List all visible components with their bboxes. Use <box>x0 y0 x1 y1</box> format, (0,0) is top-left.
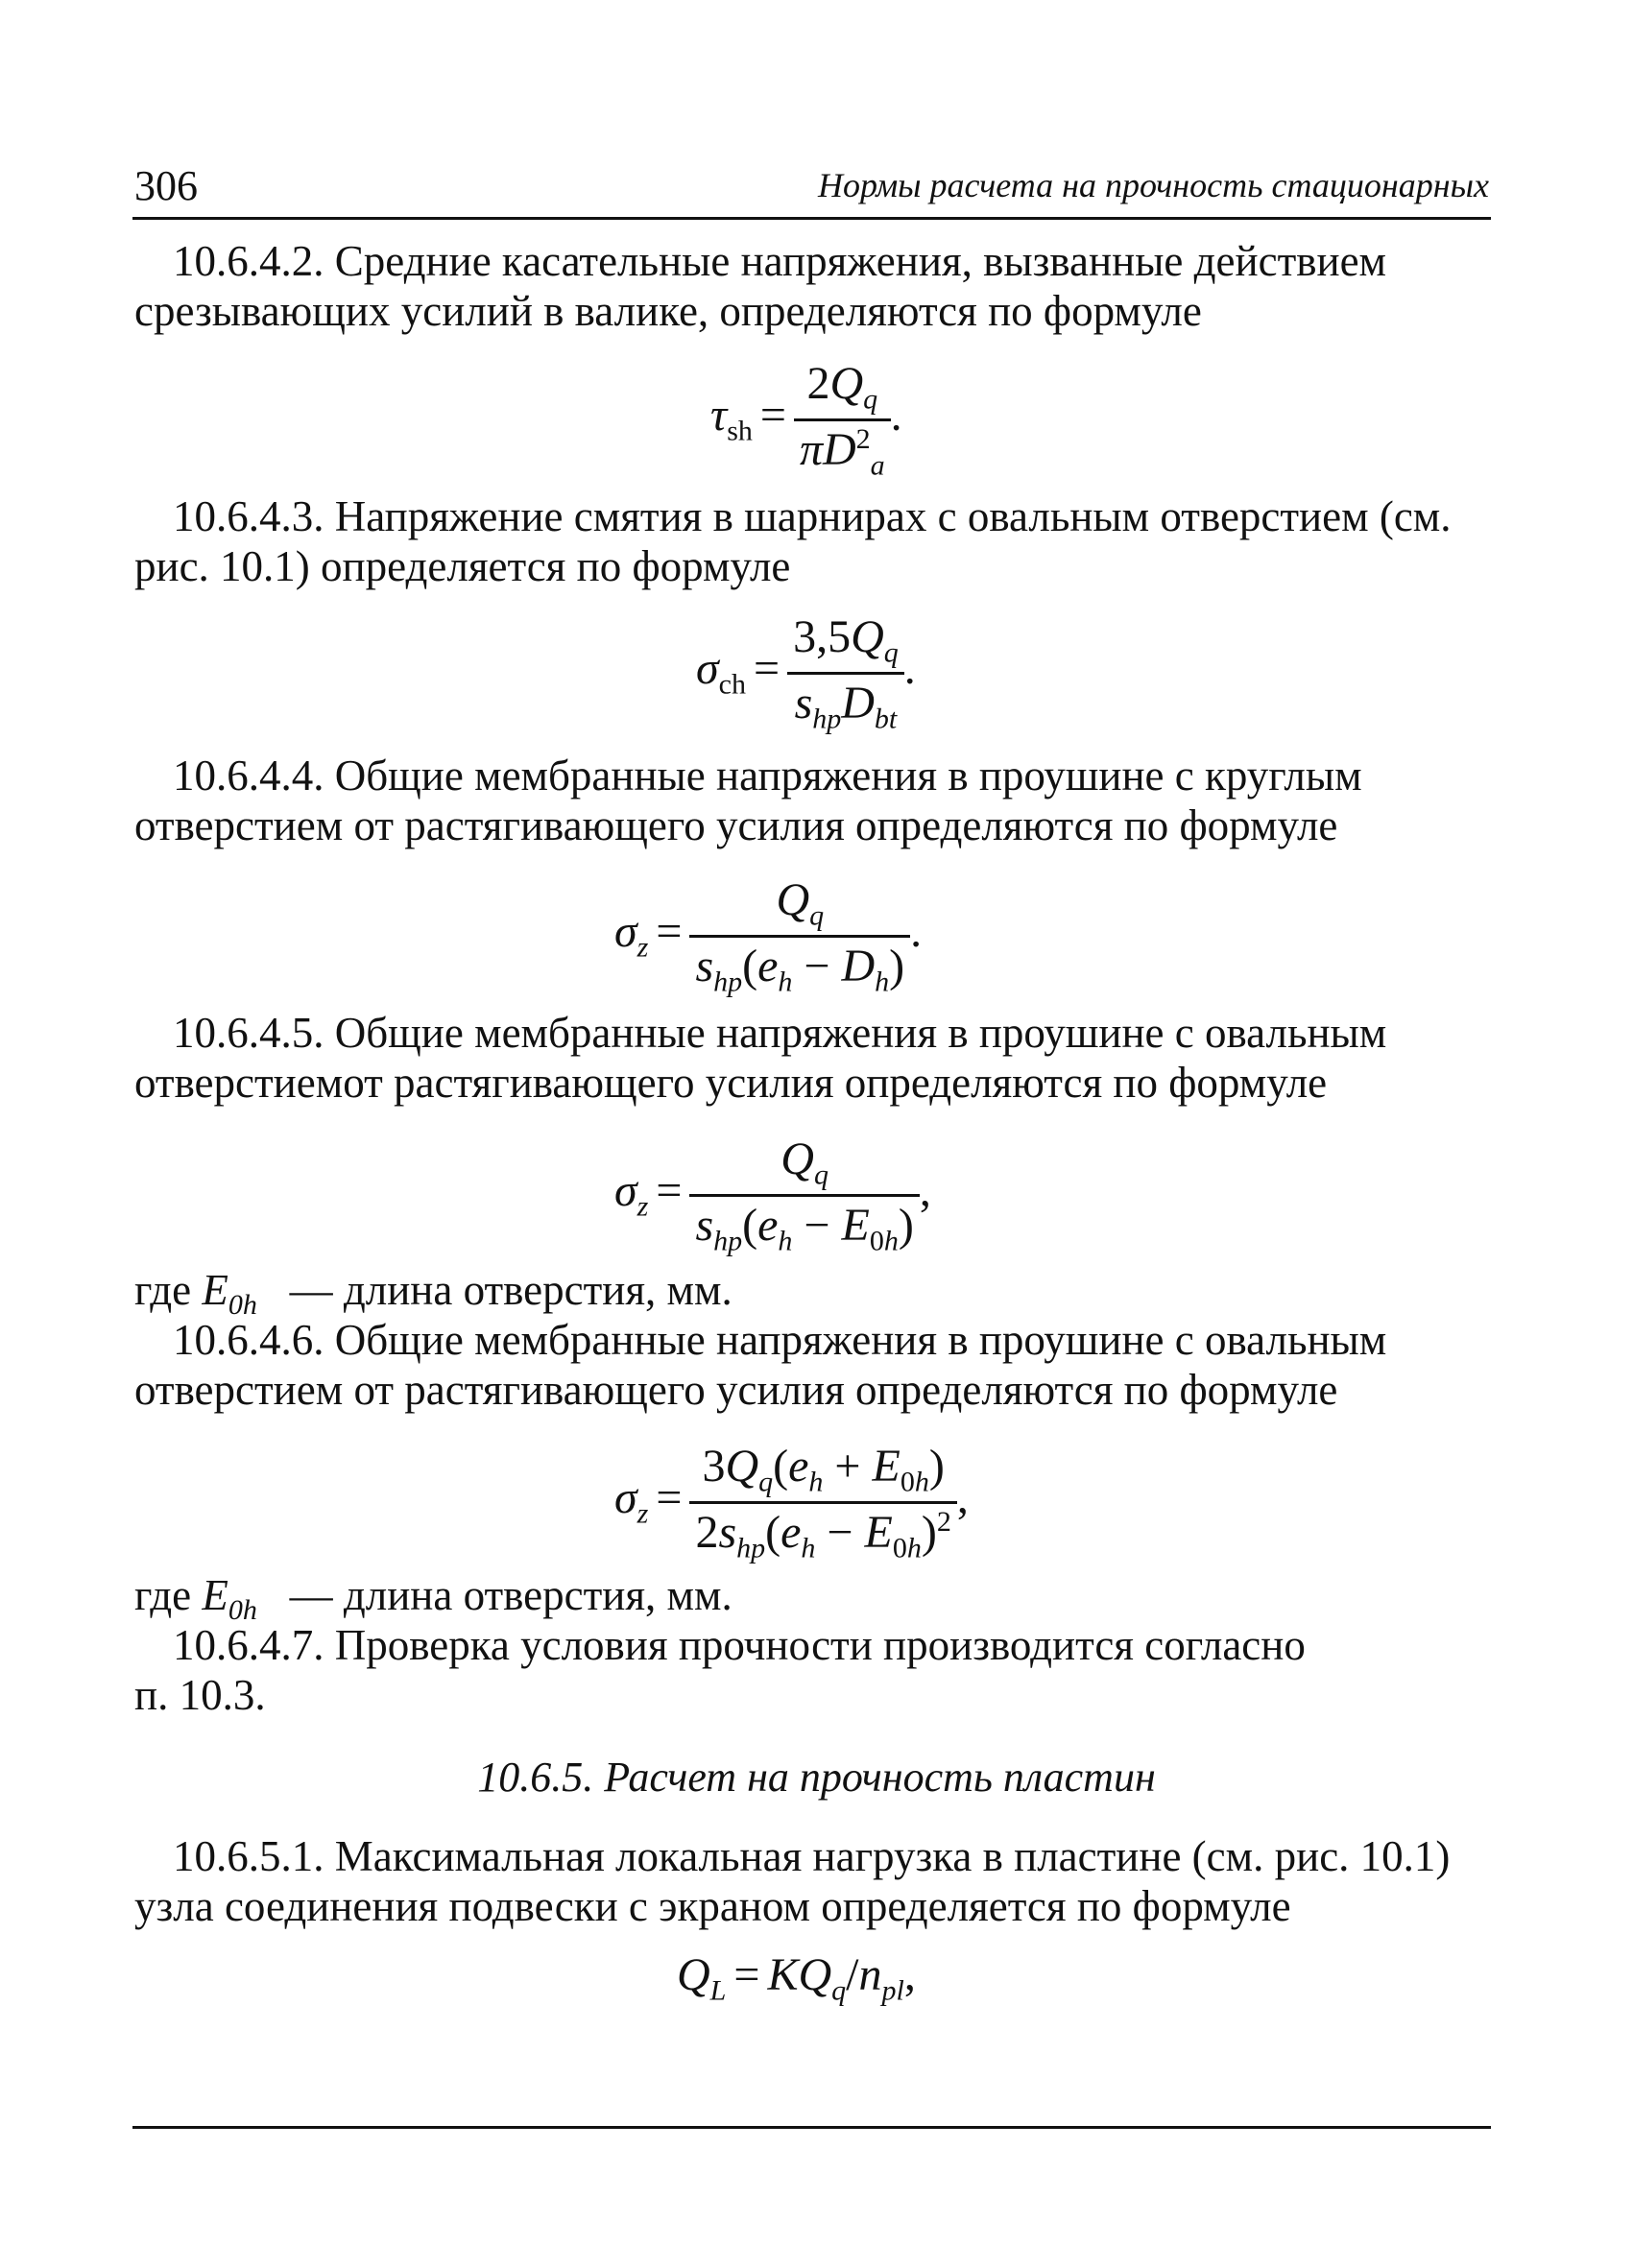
paragraph-10-6-4-7 <box>134 1620 1492 1720</box>
where-text: — длина отверстия, мм. <box>289 1571 732 1619</box>
where-word: где <box>134 1266 192 1314</box>
paragraph-10-6-4-2 <box>134 236 1492 336</box>
where-symbol: E <box>202 1266 228 1314</box>
paragraph-line: отверстием от растягивающего усилия определяются по формуле <box>134 1366 1338 1414</box>
where-text: — длина отверстия, мм. <box>289 1266 732 1314</box>
footer-rule <box>132 2126 1491 2129</box>
where-word: где <box>134 1571 192 1619</box>
formula-sigma-ch: $\sigma_{ch}$ = $\frac{3,5Q_q}{s_{hp}D_{bt}}$ . <box>696 611 916 735</box>
paragraph-line: п. 10.3. <box>134 1671 266 1719</box>
paragraph-10-6-5-1 <box>134 1831 1492 1931</box>
paragraph-10-6-4-3 <box>134 491 1492 591</box>
where-subscript: 0h <box>228 1594 257 1626</box>
header-rule <box>132 217 1491 220</box>
paragraph-line: 10.6.4.4. Общие мембранные напряжения в проушине с круглым <box>173 752 1362 800</box>
paragraph-line: 10.6.4.3. Напряжение смятия в шарнирах с овальным отверстием (см. <box>173 492 1452 540</box>
paragraph-line: срезывающих усилий в валике, определяются по формуле <box>134 287 1202 335</box>
formula-sigma-z-round: $\sigma_z$ = $\frac{Q_q}{s_{hp}(e_h - D_h)}$ . <box>614 874 923 998</box>
section-title: 10.6.5. Расчет на прочность пластин <box>477 1754 1156 1801</box>
paragraph-line: отверстием от растягивающего усилия определяются по формуле <box>134 801 1338 849</box>
paragraph-line: 10.6.4.2. Средние касательные напряжения, вызванные действием <box>173 237 1387 285</box>
paragraph-10-6-4-5 <box>134 1008 1492 1108</box>
paragraph-10-6-4-4 <box>134 751 1492 850</box>
where-symbol: E <box>202 1571 228 1619</box>
running-title: Нормы расчета на прочность стационарных <box>818 166 1489 204</box>
paragraph-line: 10.6.5.1. Максимальная локальная нагрузка в пластине (см. рис. 10.1) <box>173 1832 1451 1880</box>
formula-sigma-z-oval-2: $\sigma_z$ = $\frac{3Q_q(e_h + E_{0h})}{2s_{hp}(e_h - E_{0h})^2}$ , <box>614 1441 969 1564</box>
page-number: 306 <box>134 162 198 209</box>
paragraph-line: рис. 10.1) определяется по формуле <box>134 542 791 590</box>
formula-q-l: $Q_L = KQ_q/n_{pl}$, <box>677 1949 916 2007</box>
paragraph-line: 10.6.4.5. Общие мембранные напряжения в проушине с овальным <box>173 1009 1387 1057</box>
formula-sigma-z-oval: $\sigma_z$ = $\frac{Q_q}{s_{hp}(e_h - E_{0h})}$ , <box>614 1134 931 1257</box>
paragraph-line: отверстиемот растягивающего усилия определяются по формуле <box>134 1059 1328 1107</box>
paragraph-10-6-4-6 <box>134 1315 1492 1415</box>
paragraph-line: 10.6.4.6. Общие мембранные напряжения в проушине с овальным <box>173 1316 1387 1364</box>
where-subscript: 0h <box>228 1289 257 1321</box>
paragraph-line: узла соединения подвески с экраном определяется по формуле <box>134 1882 1291 1930</box>
formula-tau-sh: $\tau_{sh}$ = $\frac{2Q_q}{\pi D^2_a}$ . <box>710 358 902 482</box>
paragraph-line: 10.6.4.7. Проверка условия прочности производится согласно <box>173 1621 1306 1669</box>
